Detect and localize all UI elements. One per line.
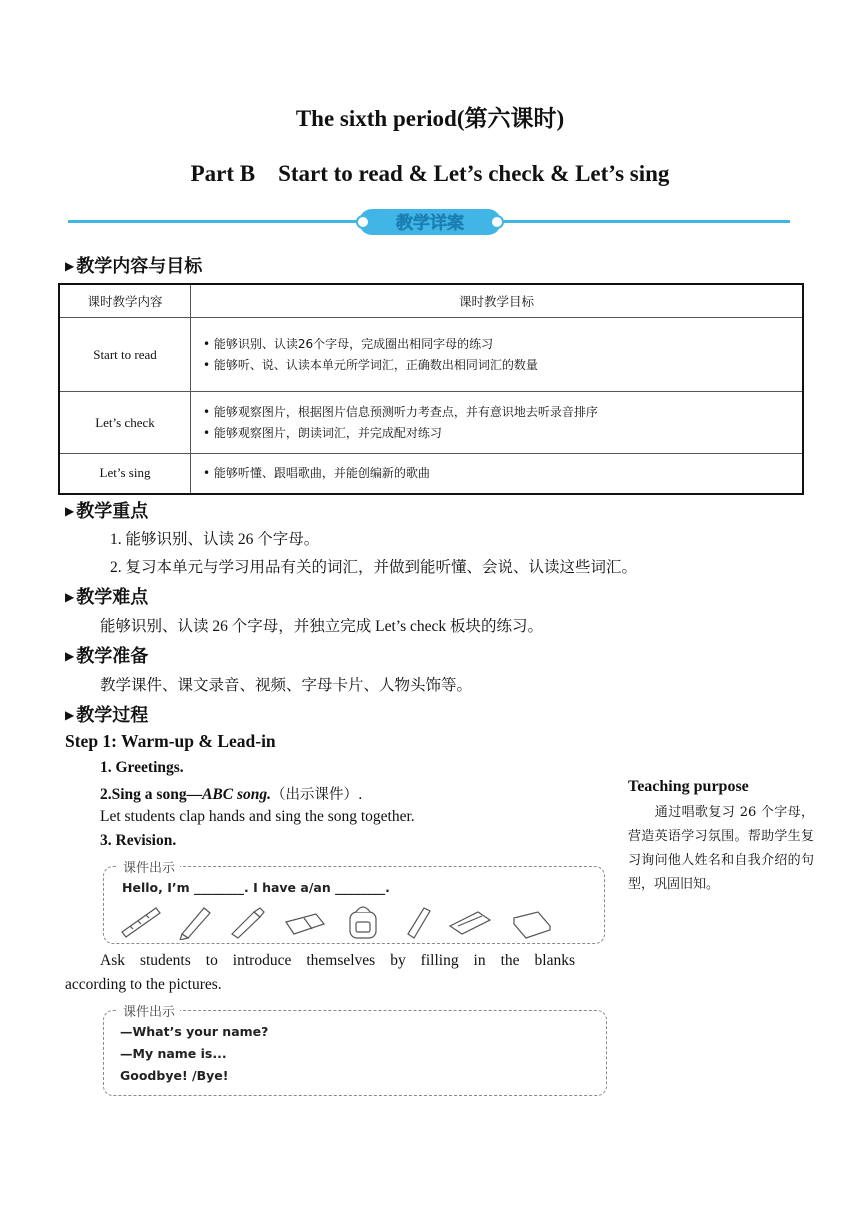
table-row: [59, 454, 803, 494]
eraser-icon: [286, 914, 324, 934]
goal-item: • 能够识别、认读26个字母，完成圈出相同字母的练习: [203, 336, 494, 351]
banner-line-right: [502, 220, 790, 223]
ask-text-line1: Ask students to introduce themselves by filling in the blanks: [100, 952, 575, 969]
section-label: 教学过程: [76, 705, 149, 726]
greetings-item: 1. Greetings.: [100, 759, 184, 776]
table-header-content: 课时教学内容: [59, 284, 191, 318]
pencil-box-icon: [450, 912, 490, 934]
table-cell-goals: [191, 318, 804, 392]
goal-item: • 能够观察图片，朗读词汇，并完成配对练习: [203, 425, 442, 440]
school-items-row: [118, 900, 558, 940]
triangle-icon: ▶: [65, 590, 75, 604]
table-cell-goals: [191, 392, 804, 454]
revision-item: 3. Revision.: [100, 832, 177, 849]
section-key-points: [65, 497, 148, 523]
table-cell-goals: [191, 454, 804, 494]
book-icon: [514, 912, 550, 938]
table-row: [59, 318, 803, 392]
crayon-icon: [232, 908, 264, 938]
section-preparation: [65, 642, 148, 668]
sing-song-name: ABC song.: [202, 786, 271, 803]
dialogue-line: —What’s your name?: [120, 1024, 269, 1039]
ruler-icon: [122, 908, 160, 937]
table-row: [59, 392, 803, 454]
triangle-icon: ▶: [65, 649, 75, 663]
courseware-tag: 课件出示: [118, 1001, 180, 1020]
dialogue-line: Goodbye! /Bye!: [120, 1068, 229, 1083]
key-point-item: 1. 能够识别、认读 26 个字母。: [110, 531, 320, 548]
pen-icon: [408, 908, 430, 938]
section-label: 教学重点: [76, 501, 149, 522]
section-process: [65, 701, 148, 727]
section-content-goals: [65, 252, 202, 278]
banner-badge: [355, 207, 505, 237]
teaching-purpose-text: 通过唱歌复习 26 个字母，营造英语学习氛围。帮助学生复习询问他人姓名和自我介绍的句型，巩固旧知。: [628, 805, 814, 892]
pencil-icon: [180, 908, 210, 940]
page-subtitle: Part B Start to read & Let’s check & Let’s sing: [190, 161, 670, 186]
table-cell-content: Let’s sing: [59, 454, 191, 494]
goal-item: • 能够观察图片，根据图片信息预测听力考查点，并有意识地去听录音排序: [203, 404, 598, 419]
table-header-goals: 课时教学目标: [191, 284, 804, 318]
difficulty-text: 能够识别、认读 26 个字母，并独立完成 Let’s check 板块的练习。: [100, 618, 544, 635]
teaching-purpose-title: Teaching purpose: [628, 778, 749, 795]
objectives-table: [58, 283, 804, 495]
badge-text: 教学详案: [396, 213, 464, 234]
section-difficulties: [65, 583, 148, 609]
dialogue-line: —My name is...: [120, 1046, 227, 1061]
table-cell-content: Let’s check: [59, 392, 191, 454]
goal-item: • 能够听、说、认读本单元所学词汇，正确数出相同词汇的数量: [203, 357, 538, 372]
courseware-tag: 课件出示: [118, 857, 180, 876]
key-point-item: 2. 复习本单元与学习用品有关的词汇，并做到能听懂、会说、认读这些词汇。: [110, 559, 638, 576]
sing-suffix: （出示课件）.: [271, 787, 363, 803]
bag-icon: [350, 907, 376, 938]
ask-text-line2: according to the pictures.: [65, 976, 222, 993]
sing-item: [100, 783, 363, 804]
clap-text: Let students clap hands and sing the song together.: [100, 808, 415, 825]
badge-graphic: [355, 207, 505, 237]
step-heading: Step 1: Warm-up & Lead-in: [65, 731, 276, 751]
page-title: The sixth period(第六课时): [295, 106, 565, 131]
banner-line-left: [68, 220, 358, 223]
triangle-icon: ▶: [65, 708, 75, 722]
triangle-icon: ▶: [65, 504, 75, 518]
section-label: 教学准备: [76, 646, 149, 667]
courseware-line: Hello, I’m ________. I have a/an ________.: [122, 880, 390, 895]
table-cell-content: Start to read: [59, 318, 191, 392]
section-label: 教学内容与目标: [76, 256, 203, 277]
sing-prefix: 2.Sing a song—: [100, 786, 203, 803]
preparation-text: 教学课件、课文录音、视频、字母卡片、人物头饰等。: [100, 677, 473, 694]
table-header-row: [59, 284, 803, 318]
goal-item: • 能够听懂、跟唱歌曲，并能创编新的歌曲: [203, 465, 430, 480]
triangle-icon: ▶: [65, 259, 75, 273]
section-label: 教学难点: [76, 587, 149, 608]
school-items-graphic: [118, 900, 558, 940]
